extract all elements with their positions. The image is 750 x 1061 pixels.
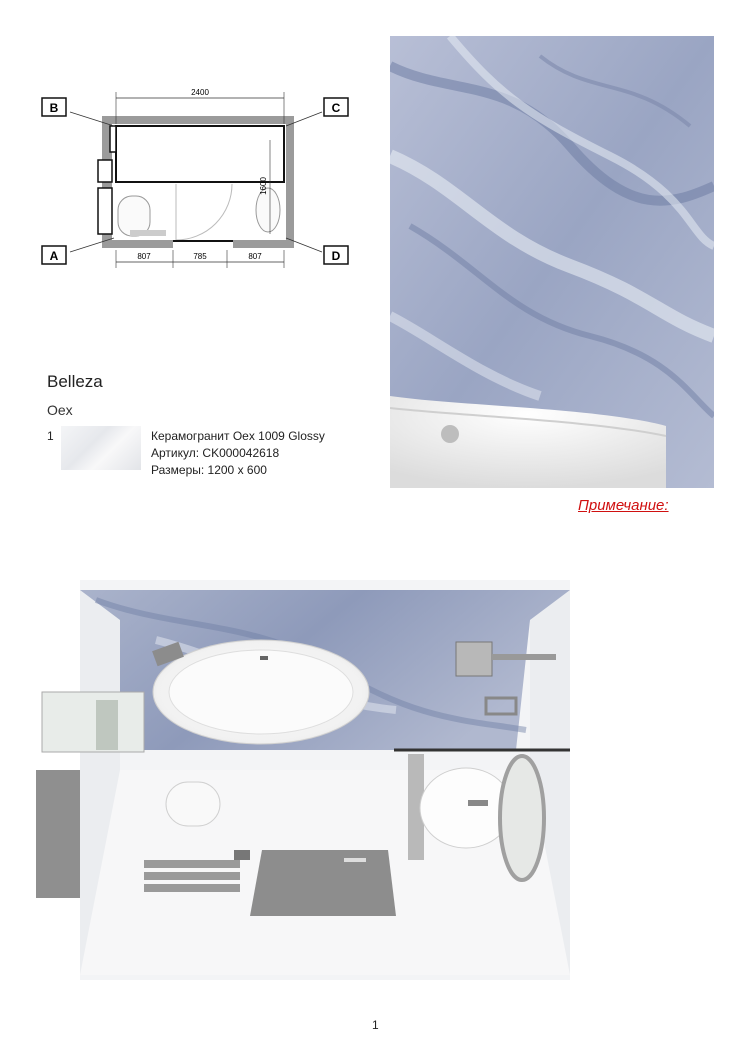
- floor-mat: [250, 850, 396, 916]
- dim-bottom-2: 785: [193, 252, 207, 261]
- dim-side: 1600: [259, 177, 268, 195]
- collection-subtitle: Oex: [47, 402, 73, 418]
- left-niche: [98, 160, 112, 182]
- bathtub-zone: [116, 126, 284, 182]
- tub-overflow-icon: [260, 656, 268, 660]
- left-cabinet: [98, 188, 112, 234]
- radiator-render: [144, 860, 240, 868]
- tile-size: Размеры: 1200 x 600: [151, 463, 267, 477]
- corner-a-label: A: [49, 249, 59, 263]
- tile-swatch: [61, 426, 141, 470]
- bathroom-render: [36, 580, 570, 980]
- tile-name: Керамогранит Oex 1009 Glossy: [151, 429, 325, 443]
- wall-marble-preview: [390, 36, 714, 488]
- round-mirror: [500, 756, 544, 880]
- tile-index: 1: [47, 429, 54, 443]
- tub-drain-icon: [441, 425, 459, 443]
- left-cabinet-render: [36, 770, 80, 898]
- dim-top: 2400: [191, 88, 209, 97]
- corner-d-label: D: [331, 249, 341, 263]
- dim-bottom-1: 807: [137, 252, 151, 261]
- toilet-render: [166, 782, 220, 826]
- tile-article: Артикул: CK000042618: [151, 446, 280, 460]
- floor-plan: [30, 80, 360, 280]
- tile-item: [47, 426, 347, 478]
- floor-plan-drawing: [30, 80, 360, 280]
- corner-b-label: B: [49, 101, 59, 115]
- note-heading: Примечание:: [578, 497, 669, 514]
- towel-holder-icon: [456, 642, 492, 676]
- collection-title: Belleza: [47, 372, 103, 391]
- glass-shelf: [42, 692, 144, 752]
- sink-render: [420, 768, 512, 848]
- page-number: 1: [372, 1018, 379, 1032]
- corner-c-label: C: [331, 101, 341, 115]
- radiator-plan: [130, 230, 166, 236]
- dim-bottom-3: 807: [248, 252, 262, 261]
